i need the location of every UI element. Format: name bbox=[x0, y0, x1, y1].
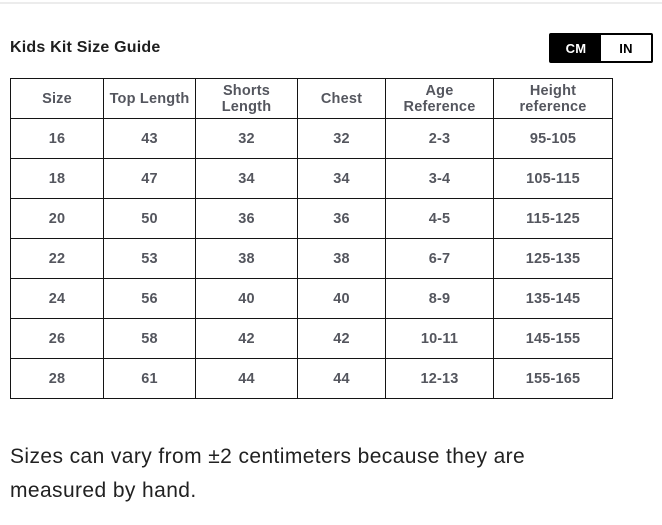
table-cell: 42 bbox=[298, 319, 386, 359]
table-cell: 40 bbox=[298, 279, 386, 319]
column-header: Top Length bbox=[104, 79, 196, 119]
table-cell: 135-145 bbox=[494, 279, 613, 319]
table-cell: 34 bbox=[298, 159, 386, 199]
table-cell: 6-7 bbox=[386, 239, 494, 279]
column-header: Shorts Length bbox=[196, 79, 298, 119]
column-header: Chest bbox=[298, 79, 386, 119]
table-cell: 32 bbox=[298, 119, 386, 159]
table-cell: 115-125 bbox=[494, 199, 613, 239]
table-cell: 20 bbox=[11, 199, 104, 239]
table-cell: 125-135 bbox=[494, 239, 613, 279]
table-row bbox=[11, 319, 613, 359]
cm-toggle-button[interactable]: CM bbox=[551, 35, 601, 61]
table-cell: 44 bbox=[298, 359, 386, 399]
table-cell: 58 bbox=[104, 319, 196, 359]
table-row bbox=[11, 359, 613, 399]
column-header: Age Reference bbox=[386, 79, 494, 119]
table-cell: 105-115 bbox=[494, 159, 613, 199]
table-row bbox=[11, 199, 613, 239]
table-cell: 36 bbox=[196, 199, 298, 239]
table-cell: 50 bbox=[104, 199, 196, 239]
table-cell: 4-5 bbox=[386, 199, 494, 239]
column-header: Size bbox=[11, 79, 104, 119]
top-divider bbox=[0, 2, 662, 4]
table-cell: 10-11 bbox=[386, 319, 494, 359]
table-cell: 26 bbox=[11, 319, 104, 359]
table-row bbox=[11, 279, 613, 319]
table-cell: 8-9 bbox=[386, 279, 494, 319]
page-title: Kids Kit Size Guide bbox=[10, 39, 161, 56]
table-cell: 16 bbox=[11, 119, 104, 159]
table-cell: 12-13 bbox=[386, 359, 494, 399]
table-cell: 2-3 bbox=[386, 119, 494, 159]
table-cell: 22 bbox=[11, 239, 104, 279]
table-cell: 145-155 bbox=[494, 319, 613, 359]
table-cell: 28 bbox=[11, 359, 104, 399]
table-cell: 42 bbox=[196, 319, 298, 359]
table-cell: 24 bbox=[11, 279, 104, 319]
size-table-header-row bbox=[11, 79, 613, 119]
table-cell: 47 bbox=[104, 159, 196, 199]
table-cell: 56 bbox=[104, 279, 196, 319]
table-cell: 36 bbox=[298, 199, 386, 239]
table-cell: 3-4 bbox=[386, 159, 494, 199]
column-header: Height reference bbox=[494, 79, 613, 119]
table-cell: 61 bbox=[104, 359, 196, 399]
size-guide-header bbox=[10, 33, 653, 63]
table-row bbox=[11, 119, 613, 159]
unit-toggle bbox=[549, 33, 653, 63]
table-cell: 95-105 bbox=[494, 119, 613, 159]
table-cell: 40 bbox=[196, 279, 298, 319]
table-cell: 53 bbox=[104, 239, 196, 279]
table-cell: 38 bbox=[196, 239, 298, 279]
size-table bbox=[10, 78, 613, 399]
in-toggle-button[interactable]: IN bbox=[601, 35, 651, 61]
table-cell: 18 bbox=[11, 159, 104, 199]
table-row bbox=[11, 159, 613, 199]
table-cell: 44 bbox=[196, 359, 298, 399]
table-cell: 32 bbox=[196, 119, 298, 159]
size-guide-panel bbox=[0, 2, 662, 525]
table-cell: 155-165 bbox=[494, 359, 613, 399]
table-cell: 38 bbox=[298, 239, 386, 279]
size-variance-note: Sizes can vary from ±2 centimeters because they are measured by hand. bbox=[10, 445, 526, 502]
table-cell: 43 bbox=[104, 119, 196, 159]
table-cell: 34 bbox=[196, 159, 298, 199]
table-row bbox=[11, 239, 613, 279]
